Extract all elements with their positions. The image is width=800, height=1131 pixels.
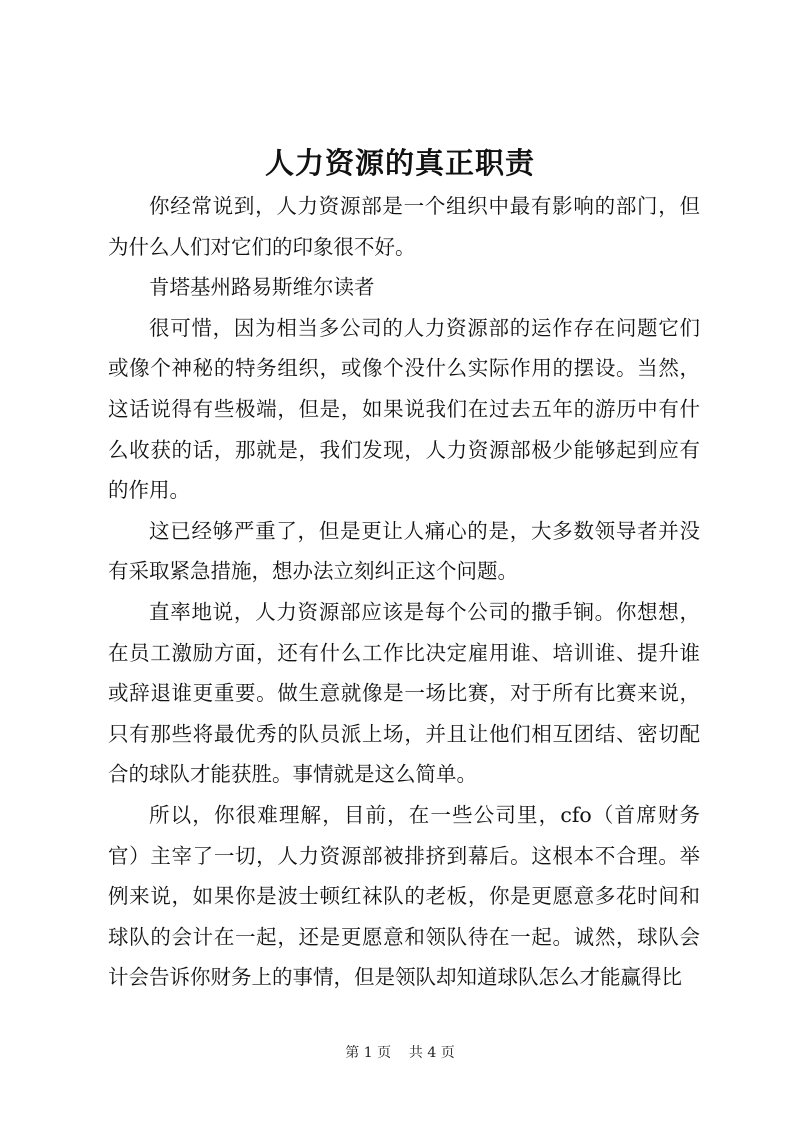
page-total: 共 4 页 [408,1045,455,1061]
paragraph: 你经常说到，人力资源部是一个组织中最有影响的部门，但为什么人们对它们的印象很不好。 [108,194,700,259]
page-number: 第 1 页 [345,1045,392,1061]
document-body [108,186,700,998]
paragraph: 很可惜，因为相当多公司的人力资源部的运作存在问题它们或像个神秘的特务组织，或像个没什么实际作用的摆设。当然，这话说得有些极端，但是，如果说我们在过去五年的游历中有什么收获的话，那就是，我们发现，人力资源部极少能够起到应有的作用。 [108,315,700,503]
paragraph: 这已经够严重了，但是更让人痛心的是，大多数领导者并没有采取紧急措施，想办法立刻纠正这个问题。 [108,518,700,584]
paragraph: 直率地说，人力资源部应该是每个公司的撒手锏。你想想，在员工激励方面，还有什么工作比决定雇用谁、培训谁、提升谁或辞退谁更重要。做生意就像是一场比赛，对于所有比赛来说，只有那些将最优秀的队员派上场，并且让他们相互团结、密切配合的球队才能获胜。事情就是这么简单。 [108,599,700,787]
page-footer [0,1043,800,1063]
paragraph: 所以，你很难理解，目前，在一些公司里，cfo（首席财务官）主宰了一切，人力资源部被排挤到幕后。这根本不合理。举例来说，如果你是波士顿红袜队的老板，你是更愿意多花时间和球队的会计在一起，还是更愿意和领队待在一起。诚然，球队会计会告诉你财务上的事情，但是领队却知道球队怎么才能赢得比 [108,802,700,990]
paragraph: 肯塔基州路易斯维尔读者 [149,275,375,300]
document-title: 人力资源的真正职责 [264,146,535,180]
